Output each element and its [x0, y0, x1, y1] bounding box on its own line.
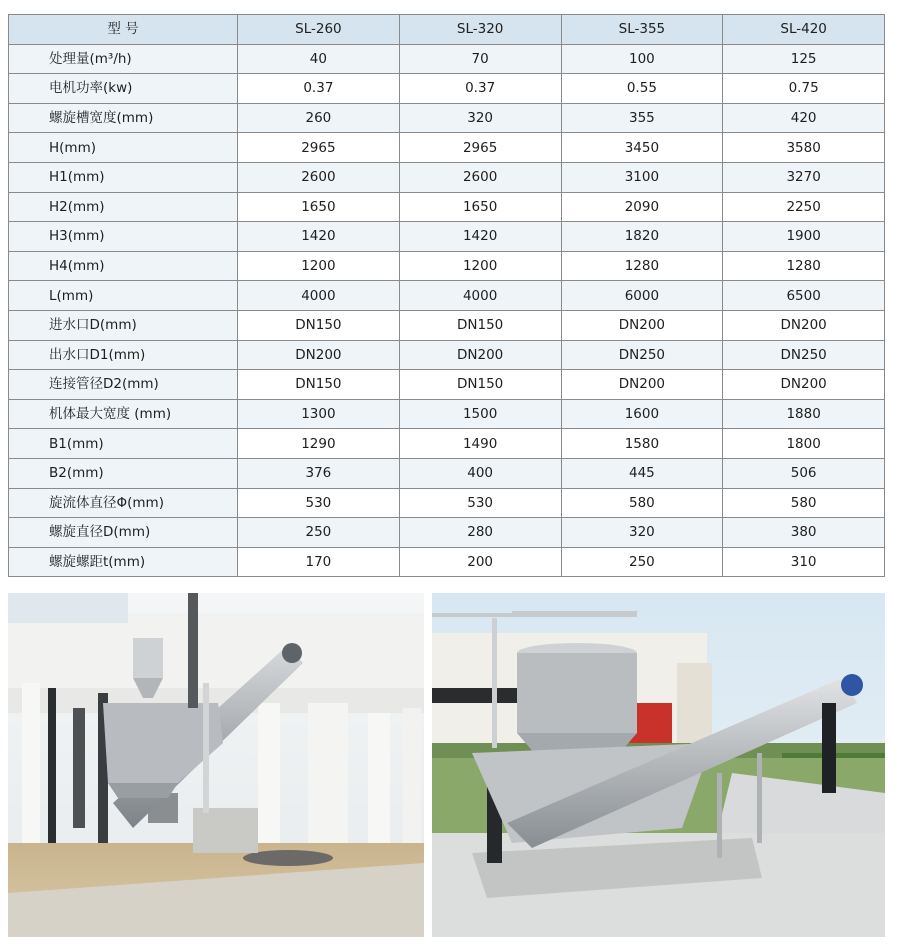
table-cell: 1600 — [561, 399, 723, 429]
row-label: 旋流体直径Φ(mm) — [9, 488, 238, 518]
table-cell: 1650 — [238, 192, 400, 222]
table-row — [9, 547, 885, 577]
table-cell: 3270 — [723, 162, 885, 192]
table-row — [9, 74, 885, 104]
table-cell: 1880 — [723, 399, 885, 429]
table-cell: DN200 — [723, 310, 885, 340]
table-row — [9, 133, 885, 163]
table-row — [9, 370, 885, 400]
table-row — [9, 458, 885, 488]
table-cell: 320 — [561, 518, 723, 548]
table-cell: 200 — [399, 547, 561, 577]
table-cell: 1900 — [723, 222, 885, 252]
row-label: H4(mm) — [9, 251, 238, 281]
row-label: 进水口D(mm) — [9, 310, 238, 340]
spec-table-container — [8, 14, 885, 577]
table-row — [9, 222, 885, 252]
table-cell: DN200 — [399, 340, 561, 370]
table-cell: 530 — [238, 488, 400, 518]
table-row — [9, 44, 885, 74]
table-cell: 445 — [561, 458, 723, 488]
table-cell: DN200 — [723, 370, 885, 400]
table-cell: 4000 — [399, 281, 561, 311]
table-row — [9, 399, 885, 429]
table-cell: 0.55 — [561, 74, 723, 104]
equipment-illustration-right — [432, 593, 885, 937]
table-row — [9, 310, 885, 340]
row-label: 螺旋螺距t(mm) — [9, 547, 238, 577]
row-label: 连接管径D2(mm) — [9, 370, 238, 400]
spec-table-header — [9, 15, 885, 45]
table-cell: 1500 — [399, 399, 561, 429]
table-cell: 125 — [723, 44, 885, 74]
table-cell: 260 — [238, 103, 400, 133]
table-cell: 1650 — [399, 192, 561, 222]
row-label: 电机功率(kw) — [9, 74, 238, 104]
table-cell: 6500 — [723, 281, 885, 311]
table-cell: 1200 — [238, 251, 400, 281]
table-cell: 376 — [238, 458, 400, 488]
table-cell: DN150 — [238, 370, 400, 400]
table-cell: DN250 — [561, 340, 723, 370]
table-cell: DN150 — [238, 310, 400, 340]
table-row — [9, 518, 885, 548]
table-cell: 170 — [238, 547, 400, 577]
table-cell: 3580 — [723, 133, 885, 163]
table-cell: 1800 — [723, 429, 885, 459]
table-cell: 530 — [399, 488, 561, 518]
table-row — [9, 281, 885, 311]
header-sl-355: SL-355 — [561, 15, 723, 45]
table-cell: 1280 — [561, 251, 723, 281]
table-cell: 380 — [723, 518, 885, 548]
header-model: 型 号 — [9, 15, 238, 45]
table-cell: DN200 — [561, 310, 723, 340]
table-row — [9, 251, 885, 281]
table-cell: 1280 — [723, 251, 885, 281]
table-cell: 6000 — [561, 281, 723, 311]
table-cell: 100 — [561, 44, 723, 74]
table-cell: DN150 — [399, 370, 561, 400]
row-label: 螺旋槽宽度(mm) — [9, 103, 238, 133]
table-cell: 3450 — [561, 133, 723, 163]
row-label: H1(mm) — [9, 162, 238, 192]
table-cell: 580 — [723, 488, 885, 518]
row-label: H(mm) — [9, 133, 238, 163]
header-sl-320: SL-320 — [399, 15, 561, 45]
table-cell: 3100 — [561, 162, 723, 192]
table-cell: DN200 — [561, 370, 723, 400]
table-cell: 2600 — [399, 162, 561, 192]
table-cell: 280 — [399, 518, 561, 548]
row-label: H3(mm) — [9, 222, 238, 252]
row-label: 处理量(m³/h) — [9, 44, 238, 74]
table-cell: 70 — [399, 44, 561, 74]
table-cell: 580 — [561, 488, 723, 518]
table-cell: 1580 — [561, 429, 723, 459]
table-cell: 0.75 — [723, 74, 885, 104]
row-label: 机体最大宽度 (mm) — [9, 399, 238, 429]
table-row — [9, 340, 885, 370]
table-cell: 1820 — [561, 222, 723, 252]
table-cell: 2250 — [723, 192, 885, 222]
table-cell: 506 — [723, 458, 885, 488]
table-cell: 2090 — [561, 192, 723, 222]
spec-table — [8, 14, 885, 577]
table-cell: 2965 — [399, 133, 561, 163]
row-label: 螺旋直径D(mm) — [9, 518, 238, 548]
table-cell: 420 — [723, 103, 885, 133]
table-cell: DN150 — [399, 310, 561, 340]
table-cell: 1300 — [238, 399, 400, 429]
table-row — [9, 103, 885, 133]
table-cell: 355 — [561, 103, 723, 133]
row-label: B1(mm) — [9, 429, 238, 459]
table-cell: 40 — [238, 44, 400, 74]
table-cell: 2965 — [238, 133, 400, 163]
spec-table-body — [9, 44, 885, 577]
table-cell: 250 — [238, 518, 400, 548]
table-cell: 1420 — [238, 222, 400, 252]
header-sl-260: SL-260 — [238, 15, 400, 45]
header-sl-420: SL-420 — [723, 15, 885, 45]
table-row — [9, 192, 885, 222]
table-cell: 1490 — [399, 429, 561, 459]
table-cell: 4000 — [238, 281, 400, 311]
row-label: B2(mm) — [9, 458, 238, 488]
row-label: H2(mm) — [9, 192, 238, 222]
row-label: L(mm) — [9, 281, 238, 311]
table-row — [9, 429, 885, 459]
table-row — [9, 162, 885, 192]
table-cell: 2600 — [238, 162, 400, 192]
table-cell: 0.37 — [399, 74, 561, 104]
table-cell: 1290 — [238, 429, 400, 459]
table-cell: 0.37 — [238, 74, 400, 104]
equipment-illustration-left — [8, 593, 424, 937]
table-cell: 250 — [561, 547, 723, 577]
table-cell: 1420 — [399, 222, 561, 252]
equipment-photo-left — [8, 593, 424, 937]
table-cell: 320 — [399, 103, 561, 133]
table-row — [9, 488, 885, 518]
row-label: 出水口D1(mm) — [9, 340, 238, 370]
table-cell: 310 — [723, 547, 885, 577]
equipment-photo-right — [432, 593, 885, 937]
table-cell: 1200 — [399, 251, 561, 281]
table-cell: DN250 — [723, 340, 885, 370]
table-cell: DN200 — [238, 340, 400, 370]
table-cell: 400 — [399, 458, 561, 488]
